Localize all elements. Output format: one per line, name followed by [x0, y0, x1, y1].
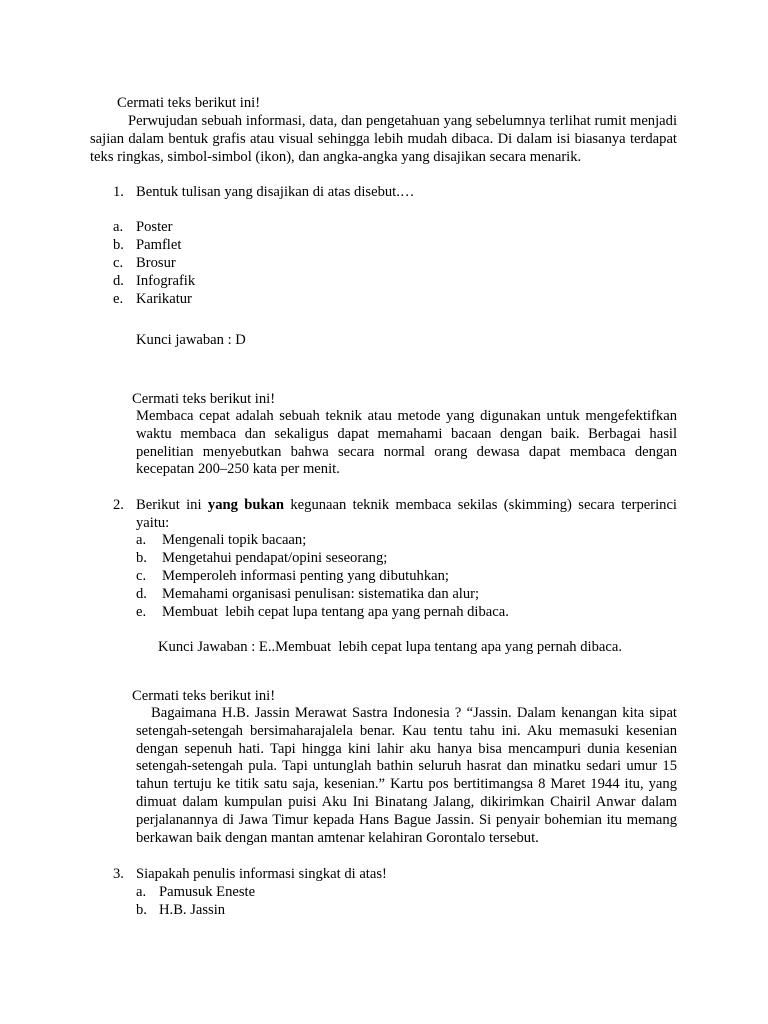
option-letter: c. [113, 255, 124, 271]
section1-paragraph: Perwujudan sebuah informasi, data, dan pengetahuan yang sebelumnya terlihat rumit menjadi sajian dalam bentuk grafis atau visual sehingga lebih mudah dibaca. Di dalam isi biasanya terdapat teks ringkas, simbol-simbol (ikon), dan angka-angka yang disajikan secara menarik. [90, 113, 677, 165]
option-text: Pamflet [136, 237, 182, 253]
section2-paragraph: Membaca cepat adalah sebuah teknik atau metode yang digunakan untuk mengefektifkan waktu membaca dan sekaligus dapat memahami bacaan dengan baik. Berbagai hasil penelitian menyebutkan bahwa secara normal orang dewasa dapat membaca dengan kecepatan 200–250 kata per menit. [136, 408, 677, 478]
option-letter: d. [113, 273, 124, 289]
option-text: Mengenali topik bacaan; [162, 532, 307, 548]
question-text-end: kegunaan teknik membaca sekilas (skimming) secara terperinci yaitu: [136, 497, 677, 531]
option-letter: b. [136, 902, 147, 918]
answer-key-2: Kunci Jawaban : E..Membuat lebih cepat lupa tentang apa yang pernah dibaca. [158, 639, 622, 655]
option-text: Brosur [136, 255, 176, 271]
option-letter: a. [113, 219, 124, 235]
question-text [136, 497, 677, 533]
section1-instruction: Cermati teks berikut ini! [117, 95, 261, 111]
option-text: H.B. Jassin [159, 902, 226, 918]
option-letter: a. [136, 532, 147, 548]
option-text: Membuat lebih cepat lupa tentang apa yang pernah dibaca. [162, 604, 509, 620]
option-letter: c. [136, 568, 147, 584]
question-number: 2. [113, 497, 124, 513]
option-letter: b. [113, 237, 124, 253]
section3-instruction: Cermati teks berikut ini! [132, 688, 276, 704]
option-text: Memahami organisasi penulisan: sistematika dan alur; [162, 586, 480, 602]
option-letter: d. [136, 586, 147, 602]
question-number: 3. [113, 866, 124, 882]
option-text: Infografik [136, 273, 196, 289]
question-emphasis: yang bukan [207, 497, 285, 513]
option-text: Pamusuk Eneste [159, 884, 256, 900]
option-letter: b. [136, 550, 147, 566]
option-letter: a. [136, 884, 147, 900]
option-letter: e. [136, 604, 147, 620]
question-number: 1. [113, 184, 124, 200]
option-text: Poster [136, 219, 173, 235]
question-text-start: Berikut ini [136, 497, 208, 513]
option-text: Karikatur [136, 291, 192, 307]
question-text: Bentuk tulisan yang disajikan di atas disebut.… [136, 184, 415, 200]
answer-key-1: Kunci jawaban : D [136, 332, 246, 348]
section3-paragraph: Bagaimana H.B. Jassin Merawat Sastra Indonesia ? “Jassin. Dalam kenangan kita sipat setengah-setengah bersimaharajalela benar. Kau tentu tahu ini. Aku memasuki kesenian dengan sepenuh hati. Tapi hingga kini lahir aku hanya bisa mencampuri dunia kesenian setengah-setengah pula. Tapi untunglah bathin seluruh hasrat dan minatku sedari umur 15 tahun tertuju ke titik satu saja, kesenian.” Kartu pos bertitimangsa 8 Maret 1944 itu, yang dimuat dalam kumpulan puisi Aku Ini Binatang Jalang, dikirimkan Chairil Anwar dalam perjalanannya di Jawa Timur kepada Hans Bague Jassin. Si penyair bohemian itu memang berkawan baik dengan mantan amtenar kelahiran Gorontalo tersebut. [136, 705, 677, 846]
option-letter: e. [113, 291, 124, 307]
question-text: Siapakah penulis informasi singkat di atas! [136, 866, 387, 882]
option-text: Memperoleh informasi penting yang dibutuhkan; [162, 568, 449, 584]
section2-instruction: Cermati teks berikut ini! [132, 391, 276, 407]
option-text: Mengetahui pendapat/opini seseorang; [162, 550, 388, 566]
